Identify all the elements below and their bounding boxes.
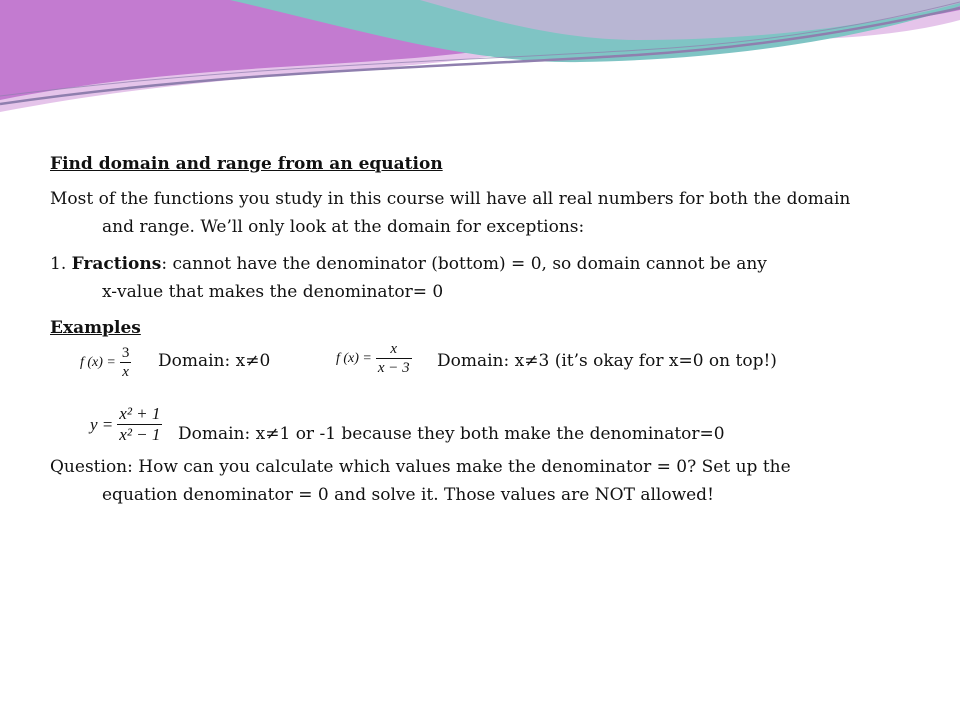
- example-2-fraction: [376, 340, 412, 377]
- example-3-numerator: x² + 1: [119, 404, 161, 423]
- point-1-line-1: [50, 253, 767, 275]
- example-3-domain: Domain: x≠1 or -1 because they both make the denominator=0: [178, 424, 725, 444]
- intro-line-1: Most of the functions you study in this course will have all real numbers for both the domain: [50, 189, 851, 209]
- point-1-term: Fractions: [71, 254, 162, 274]
- slide-heading: Find domain and range from an equation: [50, 154, 443, 174]
- example-1-numerator: 3: [121, 345, 130, 361]
- decorative-wave-banner: [0, 0, 960, 120]
- point-1-line-2: x-value that makes the denominator= 0: [102, 282, 444, 302]
- question-line-2: equation denominator = 0 and solve it. Those values are NOT allowed!: [102, 485, 714, 505]
- example-1-equation: [80, 344, 131, 381]
- example-1-lhs: f (x) =: [80, 354, 116, 370]
- example-3-lhs: y =: [90, 414, 114, 434]
- example-1-fraction: [120, 344, 132, 381]
- examples-label: Examples: [50, 318, 141, 338]
- example-3-fraction: [117, 404, 162, 445]
- example-2-equation: [336, 340, 412, 377]
- example-2-numerator: x: [390, 341, 398, 357]
- example-3-denominator: x² − 1: [119, 425, 161, 444]
- example-1-domain: Domain: x≠0: [158, 351, 271, 371]
- point-1-number: 1.: [50, 254, 67, 274]
- question-line-1: Question: How can you calculate which values make the denominator = 0? Set up the: [50, 457, 791, 477]
- example-2-lhs: f (x) =: [336, 350, 372, 366]
- example-1-denominator: x: [122, 364, 129, 380]
- point-1-rest: : cannot have the denominator (bottom) = 0, so domain cannot be any: [161, 254, 767, 274]
- example-2-domain: Domain: x≠3 (it’s okay for x=0 on top!): [437, 351, 777, 371]
- example-2-denominator: x − 3: [377, 360, 410, 376]
- intro-line-2: and range. We’ll only look at the domain for exceptions:: [102, 217, 585, 237]
- example-3-equation: [90, 404, 162, 445]
